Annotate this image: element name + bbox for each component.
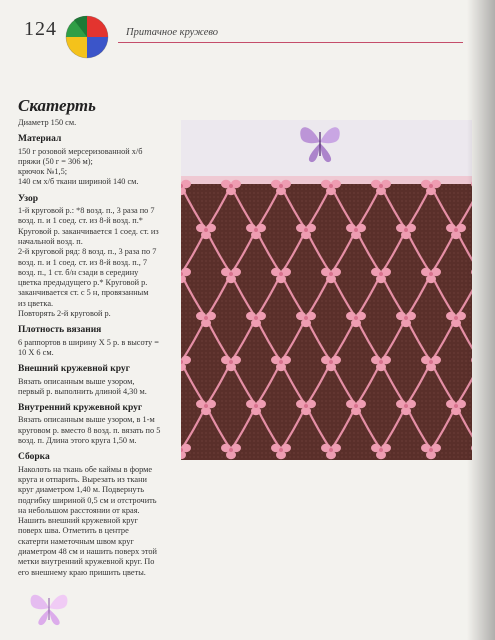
lace-flower <box>471 356 472 371</box>
butterfly-icon <box>26 588 72 628</box>
page-number: 124 <box>24 18 57 40</box>
pattern-line: Повторять 2-й круговой р. <box>18 309 111 319</box>
article-title: Скатерть <box>18 96 96 115</box>
density-line: 10 Х 6 см. <box>18 347 54 357</box>
pattern-line: 1-й круговой р.: *8 возд. п., 3 раза по 7 <box>18 206 155 216</box>
outer-circle-line: Вязать описанным выше узором, <box>18 376 135 386</box>
pattern-line: цветка предыдущего р.* Круговой р. <box>18 278 148 288</box>
header-rule <box>118 42 463 43</box>
inner-circle-line: возд. п. Длина этого круга 1,50 м. <box>18 436 137 446</box>
assembly-line: Нашить внешний кружевной круг <box>18 516 138 526</box>
assembly-line: на небольшом расстоянии от края. <box>18 505 140 515</box>
outer-circle-heading: Внешний кружевной круг <box>18 364 130 375</box>
pattern-line: возд. п., 1 ст. б/н сзади в середину <box>18 267 139 277</box>
assembly-line: диаметром 48 см и нашить поверх этой <box>18 546 157 556</box>
material-line: пряжи (50 г = 306 м); <box>18 156 93 166</box>
assembly-line: его внешнему краю пришить цветы. <box>18 567 146 577</box>
inner-circle-heading: Внутренний кружевной круг <box>18 403 143 414</box>
section-title: Притачное кружево <box>126 27 219 38</box>
assembly-heading: Сборка <box>18 452 50 463</box>
pattern-line: 2-й круговой ряд: 8 возд. п., 3 раза по 7 <box>18 247 157 257</box>
assembly-line: поверх шва. Отметить в центре <box>18 526 129 536</box>
pattern-line: возд. п. и 1 соед. ст. из 8-й возд. п., 7 <box>18 257 148 267</box>
density-line: 6 раппортов в ширину Х 5 р. в высоту = <box>18 337 159 347</box>
outer-circle-line: первый р. выполнить длиной 4,30 м. <box>18 386 147 396</box>
lace-flower <box>471 268 472 283</box>
lace-photo <box>181 120 472 460</box>
inner-circle-line: круговом р. вместо 8 возд. п. вязать по 5 <box>18 425 161 435</box>
material-line: 150 г розовой мерсеризованной х/б <box>18 146 143 156</box>
assembly-line: метки внутренний кружевной круг. По <box>18 557 155 567</box>
pattern-line: Круговой р. заканчивается 1 соед. ст. из <box>18 226 159 236</box>
butterfly-icon <box>295 120 345 166</box>
pattern-heading: Узор <box>18 193 38 204</box>
pattern-line: заканчивается ст. с 5 н, провязанным <box>18 288 149 298</box>
lace-flower <box>471 444 472 459</box>
density-heading: Плотность вязания <box>18 325 102 336</box>
assembly-line: скатерти наметочным швом круг <box>18 536 134 546</box>
pattern-line: начальной возд. п. <box>18 236 83 246</box>
material-line: 140 см х/б ткани шириной 140 см. <box>18 177 139 187</box>
diameter-text: Диаметр 150 см. <box>18 118 77 127</box>
assembly-line: подгибку шириной 0,5 см и отстрочить <box>18 495 157 505</box>
material-heading: Материал <box>18 134 62 145</box>
inner-circle-line: Вязать описанным выше узором, в 1-м <box>18 415 155 425</box>
material-line: крючок №1,5; <box>18 167 68 177</box>
assembly-line: круга и отпарить. Вырезать из ткани <box>18 474 147 484</box>
pattern-line: возд. п. и 1 соед. ст. из 8-й возд. п.* <box>18 216 143 226</box>
assembly-line: Наколоть на ткань обе каймы в форме <box>18 464 153 474</box>
text-column <box>18 118 178 578</box>
pattern-line: из цветка. <box>18 298 54 308</box>
yarn-ball-icon <box>64 14 110 60</box>
assembly-line: круг диаметром 1,40 м. Подвернуть <box>18 485 144 495</box>
lace-flower <box>471 180 472 195</box>
